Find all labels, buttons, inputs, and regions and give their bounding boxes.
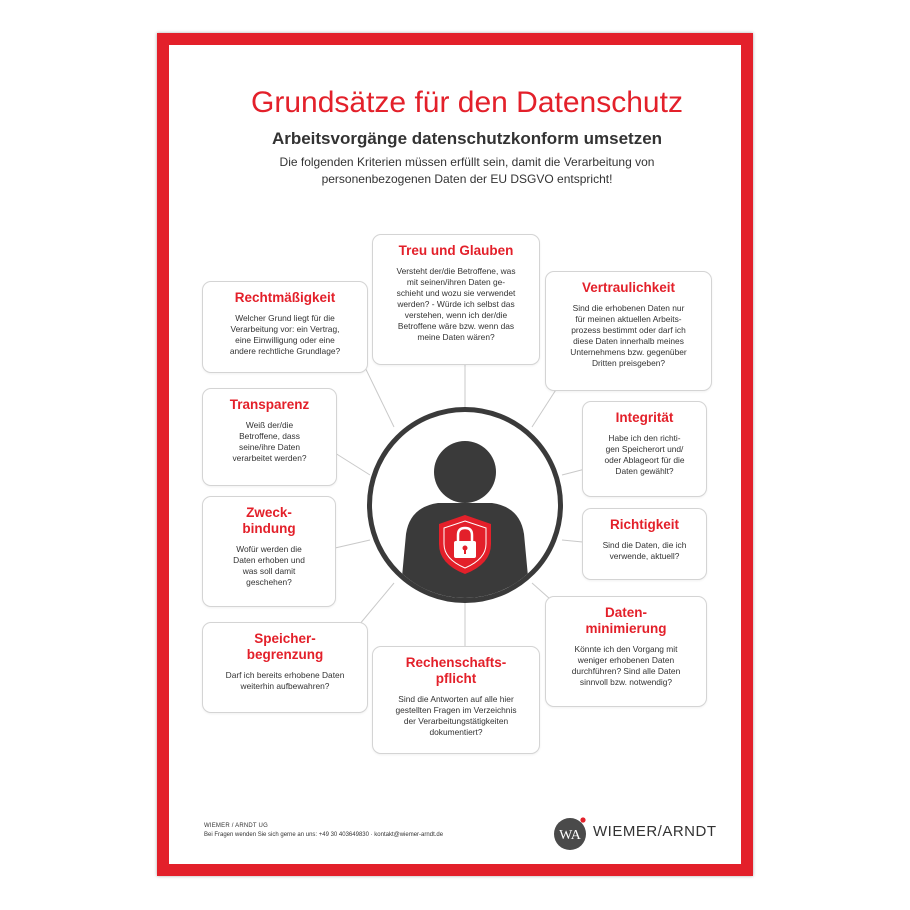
- logo-text: WIEMER/ARNDT: [593, 823, 717, 840]
- page-title: Grundsätze für den Datenschutz: [251, 86, 683, 119]
- card-richtigkeit: [582, 508, 707, 580]
- intro-text: Die folgenden Kriterien müssen erfüllt sein, damit die Verarbeitung von personenbezogenen Daten der EU DSGVO entspricht!: [279, 155, 655, 186]
- card-title: Integrität: [615, 410, 674, 425]
- card-title: Zweck- bindung: [242, 505, 296, 536]
- card-rechtmaessigkeit: [202, 281, 368, 373]
- card-title: Treu und Glauben: [398, 243, 514, 258]
- card-treu-und-glauben: [372, 234, 540, 365]
- card-datenminimierung: [545, 596, 707, 707]
- card-text: Sind die erhobenen Daten nur für meinen aktuellen Arbeits- prozess bestimmt oder darf ich diese Daten innerhalb meines Unternehmens bzw. gegenüber Dritten preisgeben?: [570, 303, 687, 368]
- page-subtitle: Arbeitsvorgänge datenschutzkonform umsetzen: [271, 129, 663, 148]
- poster: [157, 33, 753, 876]
- card-text: Sind die Daten, die ich verwende, aktuell?: [602, 540, 687, 561]
- footer-contact: Bei Fragen wenden Sie sich gerne an uns: +49 30 403649830 · kontakt@wiemer-arndt.de: [204, 832, 444, 838]
- card-text: Sind die Antworten auf alle hier gestellten Fragen im Verzeichnis der Verarbeitungstätigkeiten dokumentiert?: [395, 694, 517, 737]
- card-title: Daten- minimierung: [585, 605, 667, 636]
- logo-mark-text: WA: [559, 828, 581, 843]
- card-text: Wofür werden die Daten erhoben und was soll damit geschehen?: [233, 544, 305, 587]
- card-title: Rechenschafts- pflicht: [405, 655, 507, 686]
- footer-company: WIEMER / ARNDT UG: [204, 823, 268, 829]
- person-silhouette-icon: [372, 412, 558, 598]
- person-circle: [367, 407, 563, 603]
- card-zweckbindung: [202, 496, 336, 607]
- card-text: Habe ich den richti- gen Speicherort und/ oder Ablageort für die Daten gewählt?: [604, 433, 685, 476]
- card-speicherbegrenzung: [202, 622, 368, 713]
- card-text: Darf ich bereits erhobene Daten weiterhin aufbewahren?: [225, 670, 345, 691]
- card-text: Könnte ich den Vorgang mit weniger erhobenen Daten durchführen? Sind alle Daten sinnvoll bzw. notwendig?: [571, 644, 681, 687]
- card-title: Transparenz: [229, 397, 310, 412]
- card-text: Welcher Grund liegt für die Verarbeitung vor: ein Vertrag, eine Einwilligung oder eine andere rechtliche Grundlage?: [229, 313, 341, 356]
- wiemer-arndt-logo: [552, 815, 588, 851]
- card-title: Richtigkeit: [609, 517, 679, 532]
- card-vertraulichkeit: [545, 271, 712, 391]
- card-title: Vertraulichkeit: [581, 280, 676, 295]
- card-text: Versteht der/die Betroffene, was mit seinen/ihren Daten ge- schieht und wozu sie verwendet werden? - Würde ich selbst das verstehen, wenn ich der/die Betroffene wäre bzw. wenn das meine Daten wären?: [396, 266, 516, 342]
- card-integritaet: [582, 401, 707, 497]
- card-title: Rechtmäßigkeit: [234, 290, 336, 305]
- card-transparenz: [202, 388, 337, 486]
- card-rechenschaftspflicht: [372, 646, 540, 754]
- card-text: Weiß der/die Betroffene, dass seine/ihre Daten verarbeitet werden?: [232, 420, 307, 463]
- card-title: Speicher- begrenzung: [246, 631, 324, 662]
